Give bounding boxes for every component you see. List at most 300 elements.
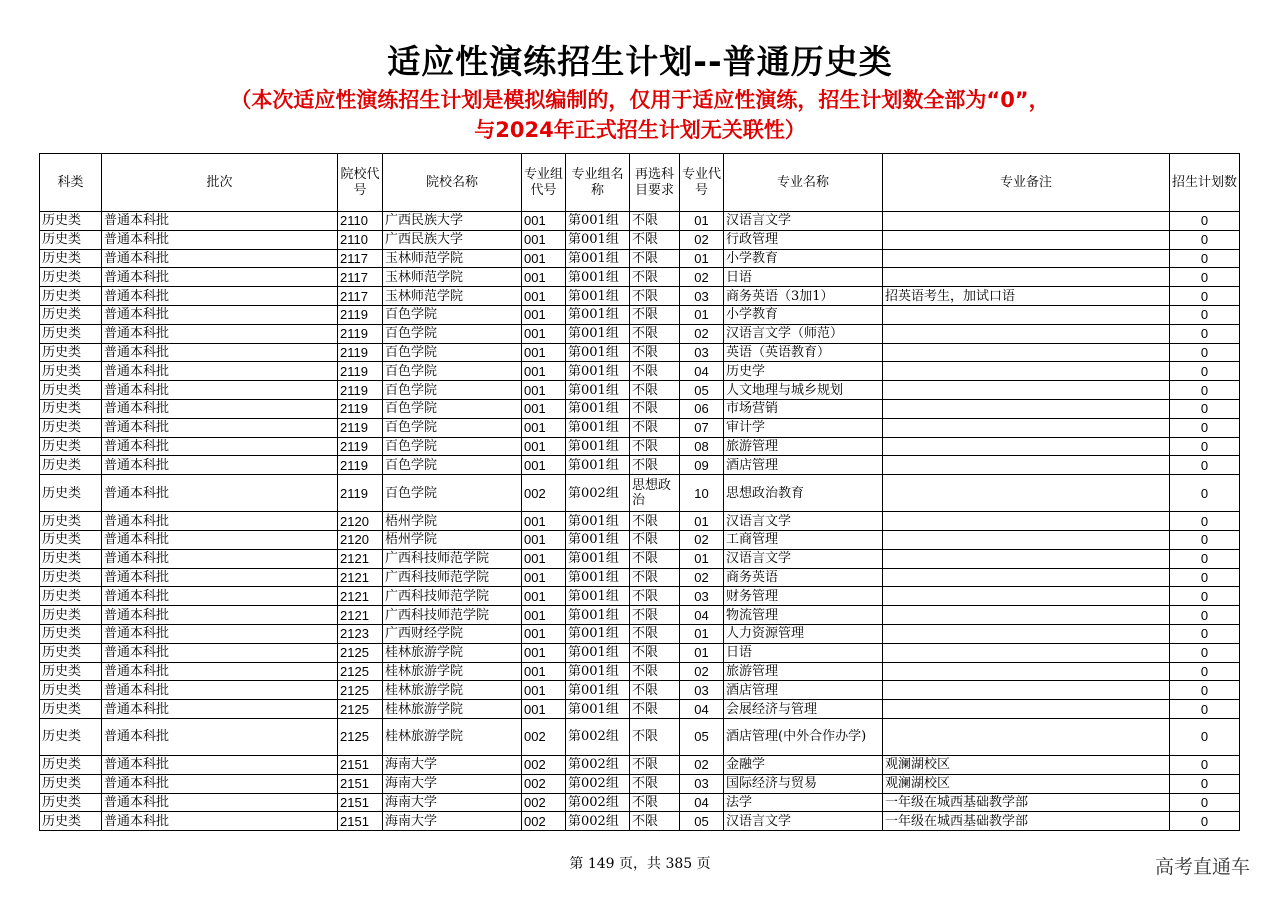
cell-group-name: 第002组 bbox=[566, 475, 630, 512]
cell-plan-count: 0 bbox=[1170, 287, 1240, 306]
cell-school-code: 2119 bbox=[338, 456, 383, 475]
cell-major-name: 小学教育 bbox=[724, 249, 883, 268]
cell-subject: 历史类 bbox=[40, 418, 102, 437]
cell-group-code: 001 bbox=[522, 399, 566, 418]
cell-school-name: 玉林师范学院 bbox=[383, 287, 522, 306]
cell-major-name: 酒店管理 bbox=[724, 456, 883, 475]
cell-subject-requirement: 不限 bbox=[630, 399, 680, 418]
cell-group-code: 001 bbox=[522, 418, 566, 437]
cell-major-name: 汉语言文学 bbox=[724, 812, 883, 831]
cell-group-name: 第001组 bbox=[566, 381, 630, 400]
cell-school-code: 2123 bbox=[338, 624, 383, 643]
cell-group-name: 第002组 bbox=[566, 774, 630, 793]
cell-group-name: 第001组 bbox=[566, 418, 630, 437]
cell-batch: 普通本科批 bbox=[102, 268, 338, 287]
header-major-code: 专业代号 bbox=[680, 154, 724, 212]
cell-subject-requirement: 不限 bbox=[630, 362, 680, 381]
cell-school-name: 桂林旅游学院 bbox=[383, 662, 522, 681]
cell-group-code: 002 bbox=[522, 774, 566, 793]
cell-batch: 普通本科批 bbox=[102, 456, 338, 475]
table-row bbox=[40, 324, 1240, 343]
cell-group-code: 001 bbox=[522, 587, 566, 606]
cell-major-name: 人力资源管理 bbox=[724, 624, 883, 643]
cell-plan-count: 0 bbox=[1170, 662, 1240, 681]
cell-major-code: 03 bbox=[680, 587, 724, 606]
cell-subject: 历史类 bbox=[40, 324, 102, 343]
cell-subject: 历史类 bbox=[40, 774, 102, 793]
cell-school-code: 2125 bbox=[338, 643, 383, 662]
cell-subject-requirement: 不限 bbox=[630, 774, 680, 793]
cell-group-name: 第001组 bbox=[566, 343, 630, 362]
cell-batch: 普通本科批 bbox=[102, 475, 338, 512]
cell-subject: 历史类 bbox=[40, 268, 102, 287]
cell-major-name: 日语 bbox=[724, 643, 883, 662]
header-batch: 批次 bbox=[102, 154, 338, 212]
table-row bbox=[40, 681, 1240, 700]
cell-batch: 普通本科批 bbox=[102, 700, 338, 719]
cell-major-note bbox=[883, 230, 1170, 249]
cell-subject: 历史类 bbox=[40, 362, 102, 381]
table-row bbox=[40, 475, 1240, 512]
cell-group-name: 第001组 bbox=[566, 305, 630, 324]
cell-subject: 历史类 bbox=[40, 305, 102, 324]
cell-subject: 历史类 bbox=[40, 230, 102, 249]
cell-group-code: 001 bbox=[522, 568, 566, 587]
cell-school-name: 百色学院 bbox=[383, 475, 522, 512]
cell-subject-requirement: 不限 bbox=[630, 624, 680, 643]
cell-major-code: 10 bbox=[680, 475, 724, 512]
cell-subject: 历史类 bbox=[40, 606, 102, 625]
cell-school-name: 百色学院 bbox=[383, 418, 522, 437]
cell-major-code: 01 bbox=[680, 305, 724, 324]
cell-group-code: 001 bbox=[522, 606, 566, 625]
cell-plan-count: 0 bbox=[1170, 456, 1240, 475]
table-row bbox=[40, 624, 1240, 643]
cell-major-code: 02 bbox=[680, 530, 724, 549]
cell-school-code: 2121 bbox=[338, 568, 383, 587]
cell-major-name: 工商管理 bbox=[724, 530, 883, 549]
cell-batch: 普通本科批 bbox=[102, 437, 338, 456]
cell-subject: 历史类 bbox=[40, 437, 102, 456]
cell-batch: 普通本科批 bbox=[102, 324, 338, 343]
cell-school-code: 2119 bbox=[338, 305, 383, 324]
header-subject-requirement: 再选科目要求 bbox=[630, 154, 680, 212]
cell-major-note bbox=[883, 549, 1170, 568]
cell-school-code: 2110 bbox=[338, 212, 383, 231]
cell-plan-count: 0 bbox=[1170, 549, 1240, 568]
table-row bbox=[40, 249, 1240, 268]
cell-major-name: 国际经济与贸易 bbox=[724, 774, 883, 793]
cell-major-name: 法学 bbox=[724, 793, 883, 812]
cell-major-name: 商务英语 bbox=[724, 568, 883, 587]
cell-school-code: 2125 bbox=[338, 662, 383, 681]
cell-major-name: 思想政治教育 bbox=[724, 475, 883, 512]
cell-major-code: 01 bbox=[680, 624, 724, 643]
cell-major-note bbox=[883, 362, 1170, 381]
cell-major-code: 02 bbox=[680, 755, 724, 774]
cell-major-name: 财务管理 bbox=[724, 587, 883, 606]
cell-group-name: 第001组 bbox=[566, 624, 630, 643]
cell-group-code: 001 bbox=[522, 624, 566, 643]
cell-major-name: 酒店管理(中外合作办学) bbox=[724, 718, 883, 755]
cell-subject-requirement: 不限 bbox=[630, 512, 680, 531]
cell-school-name: 广西科技师范学院 bbox=[383, 587, 522, 606]
cell-group-code: 002 bbox=[522, 812, 566, 831]
cell-group-name: 第001组 bbox=[566, 549, 630, 568]
cell-major-note bbox=[883, 437, 1170, 456]
cell-plan-count: 0 bbox=[1170, 606, 1240, 625]
cell-plan-count: 0 bbox=[1170, 643, 1240, 662]
cell-subject: 历史类 bbox=[40, 475, 102, 512]
cell-plan-count: 0 bbox=[1170, 324, 1240, 343]
cell-major-note bbox=[883, 530, 1170, 549]
cell-major-note bbox=[883, 662, 1170, 681]
cell-major-code: 02 bbox=[680, 568, 724, 587]
cell-school-code: 2125 bbox=[338, 700, 383, 719]
cell-subject-requirement: 不限 bbox=[630, 212, 680, 231]
cell-major-note bbox=[883, 718, 1170, 755]
admission-plan-table bbox=[39, 153, 1240, 831]
cell-major-note bbox=[883, 305, 1170, 324]
cell-school-name: 桂林旅游学院 bbox=[383, 700, 522, 719]
cell-school-code: 2119 bbox=[338, 437, 383, 456]
cell-school-code: 2125 bbox=[338, 718, 383, 755]
cell-subject: 历史类 bbox=[40, 399, 102, 418]
cell-school-name: 百色学院 bbox=[383, 399, 522, 418]
cell-school-code: 2119 bbox=[338, 475, 383, 512]
header-major-note: 专业备注 bbox=[883, 154, 1170, 212]
cell-group-name: 第001组 bbox=[566, 437, 630, 456]
cell-plan-count: 0 bbox=[1170, 268, 1240, 287]
cell-subject-requirement: 不限 bbox=[630, 793, 680, 812]
cell-school-name: 广西科技师范学院 bbox=[383, 606, 522, 625]
cell-plan-count: 0 bbox=[1170, 249, 1240, 268]
cell-subject: 历史类 bbox=[40, 624, 102, 643]
cell-group-code: 001 bbox=[522, 362, 566, 381]
cell-major-code: 09 bbox=[680, 456, 724, 475]
page-number: 第 149 页，共 385 页 bbox=[569, 856, 711, 872]
cell-batch: 普通本科批 bbox=[102, 812, 338, 831]
header-subject: 科类 bbox=[40, 154, 102, 212]
cell-major-note bbox=[883, 399, 1170, 418]
cell-major-note bbox=[883, 475, 1170, 512]
cell-plan-count: 0 bbox=[1170, 568, 1240, 587]
table-header-row bbox=[40, 154, 1240, 212]
cell-batch: 普通本科批 bbox=[102, 530, 338, 549]
cell-batch: 普通本科批 bbox=[102, 587, 338, 606]
cell-subject: 历史类 bbox=[40, 700, 102, 719]
cell-major-code: 05 bbox=[680, 812, 724, 831]
cell-plan-count: 0 bbox=[1170, 512, 1240, 531]
cell-school-name: 海南大学 bbox=[383, 774, 522, 793]
cell-major-name: 汉语言文学（师范） bbox=[724, 324, 883, 343]
cell-subject-requirement: 不限 bbox=[630, 437, 680, 456]
cell-subject: 历史类 bbox=[40, 343, 102, 362]
cell-group-code: 001 bbox=[522, 512, 566, 531]
cell-plan-count: 0 bbox=[1170, 812, 1240, 831]
cell-major-name: 日语 bbox=[724, 268, 883, 287]
cell-group-name: 第001组 bbox=[566, 662, 630, 681]
cell-group-name: 第001组 bbox=[566, 456, 630, 475]
cell-plan-count: 0 bbox=[1170, 700, 1240, 719]
cell-school-name: 桂林旅游学院 bbox=[383, 643, 522, 662]
cell-subject-requirement: 不限 bbox=[630, 587, 680, 606]
cell-school-code: 2117 bbox=[338, 249, 383, 268]
cell-major-code: 04 bbox=[680, 700, 724, 719]
cell-batch: 普通本科批 bbox=[102, 662, 338, 681]
cell-batch: 普通本科批 bbox=[102, 212, 338, 231]
header-group-name: 专业组名称 bbox=[566, 154, 630, 212]
cell-major-name: 英语（英语教育） bbox=[724, 343, 883, 362]
cell-group-code: 001 bbox=[522, 700, 566, 719]
table-row bbox=[40, 643, 1240, 662]
cell-major-note bbox=[883, 249, 1170, 268]
cell-group-name: 第001组 bbox=[566, 530, 630, 549]
cell-school-name: 百色学院 bbox=[383, 437, 522, 456]
cell-batch: 普通本科批 bbox=[102, 381, 338, 400]
cell-major-name: 汉语言文学 bbox=[724, 212, 883, 231]
cell-major-note bbox=[883, 643, 1170, 662]
cell-major-note: 招英语考生，加试口语 bbox=[883, 287, 1170, 306]
cell-subject-requirement: 不限 bbox=[630, 249, 680, 268]
cell-plan-count: 0 bbox=[1170, 624, 1240, 643]
cell-major-note bbox=[883, 456, 1170, 475]
table-row bbox=[40, 305, 1240, 324]
cell-plan-count: 0 bbox=[1170, 437, 1240, 456]
cell-batch: 普通本科批 bbox=[102, 755, 338, 774]
cell-group-code: 001 bbox=[522, 268, 566, 287]
cell-subject-requirement: 不限 bbox=[630, 700, 680, 719]
cell-major-code: 04 bbox=[680, 793, 724, 812]
table-row bbox=[40, 606, 1240, 625]
cell-major-name: 行政管理 bbox=[724, 230, 883, 249]
cell-group-code: 001 bbox=[522, 343, 566, 362]
cell-school-code: 2117 bbox=[338, 287, 383, 306]
cell-group-name: 第001组 bbox=[566, 681, 630, 700]
cell-plan-count: 0 bbox=[1170, 362, 1240, 381]
cell-group-name: 第002组 bbox=[566, 793, 630, 812]
cell-group-name: 第001组 bbox=[566, 700, 630, 719]
cell-subject: 历史类 bbox=[40, 549, 102, 568]
cell-school-name: 梧州学院 bbox=[383, 512, 522, 531]
cell-major-note bbox=[883, 624, 1170, 643]
cell-subject-requirement: 不限 bbox=[630, 230, 680, 249]
header-group-code: 专业组代号 bbox=[522, 154, 566, 212]
cell-subject: 历史类 bbox=[40, 212, 102, 231]
cell-batch: 普通本科批 bbox=[102, 362, 338, 381]
cell-group-code: 002 bbox=[522, 793, 566, 812]
cell-major-code: 03 bbox=[680, 774, 724, 793]
cell-group-name: 第001组 bbox=[566, 399, 630, 418]
table-row bbox=[40, 268, 1240, 287]
cell-subject: 历史类 bbox=[40, 249, 102, 268]
cell-subject-requirement: 不限 bbox=[630, 606, 680, 625]
cell-group-name: 第001组 bbox=[566, 606, 630, 625]
cell-major-code: 06 bbox=[680, 399, 724, 418]
cell-plan-count: 0 bbox=[1170, 418, 1240, 437]
cell-plan-count: 0 bbox=[1170, 681, 1240, 700]
cell-group-code: 001 bbox=[522, 212, 566, 231]
table-row bbox=[40, 530, 1240, 549]
cell-group-code: 002 bbox=[522, 755, 566, 774]
cell-major-note bbox=[883, 681, 1170, 700]
table-row bbox=[40, 343, 1240, 362]
cell-major-note bbox=[883, 606, 1170, 625]
cell-group-code: 001 bbox=[522, 530, 566, 549]
cell-major-name: 历史学 bbox=[724, 362, 883, 381]
table-row bbox=[40, 399, 1240, 418]
table-row bbox=[40, 774, 1240, 793]
cell-school-name: 广西民族大学 bbox=[383, 230, 522, 249]
cell-major-code: 05 bbox=[680, 718, 724, 755]
cell-batch: 普通本科批 bbox=[102, 624, 338, 643]
cell-major-name: 汉语言文学 bbox=[724, 549, 883, 568]
cell-school-code: 2151 bbox=[338, 774, 383, 793]
cell-subject-requirement: 思想政治 bbox=[630, 475, 680, 512]
cell-subject-requirement: 不限 bbox=[630, 268, 680, 287]
cell-group-code: 001 bbox=[522, 549, 566, 568]
cell-batch: 普通本科批 bbox=[102, 606, 338, 625]
cell-subject: 历史类 bbox=[40, 512, 102, 531]
cell-major-note bbox=[883, 324, 1170, 343]
cell-school-code: 2119 bbox=[338, 399, 383, 418]
cell-group-code: 002 bbox=[522, 718, 566, 755]
cell-major-note bbox=[883, 268, 1170, 287]
cell-school-name: 梧州学院 bbox=[383, 530, 522, 549]
cell-major-code: 01 bbox=[680, 643, 724, 662]
cell-school-name: 百色学院 bbox=[383, 456, 522, 475]
cell-subject: 历史类 bbox=[40, 381, 102, 400]
cell-major-code: 04 bbox=[680, 362, 724, 381]
cell-school-code: 2151 bbox=[338, 755, 383, 774]
cell-subject: 历史类 bbox=[40, 681, 102, 700]
cell-batch: 普通本科批 bbox=[102, 305, 338, 324]
table-row bbox=[40, 512, 1240, 531]
cell-major-name: 物流管理 bbox=[724, 606, 883, 625]
cell-plan-count: 0 bbox=[1170, 587, 1240, 606]
cell-batch: 普通本科批 bbox=[102, 774, 338, 793]
cell-subject-requirement: 不限 bbox=[630, 305, 680, 324]
cell-group-name: 第001组 bbox=[566, 324, 630, 343]
cell-major-code: 03 bbox=[680, 287, 724, 306]
cell-group-code: 001 bbox=[522, 662, 566, 681]
cell-major-name: 商务英语（3加1） bbox=[724, 287, 883, 306]
cell-school-name: 玉林师范学院 bbox=[383, 249, 522, 268]
cell-major-name: 汉语言文学 bbox=[724, 512, 883, 531]
cell-group-name: 第001组 bbox=[566, 268, 630, 287]
cell-group-code: 001 bbox=[522, 305, 566, 324]
cell-school-name: 广西科技师范学院 bbox=[383, 568, 522, 587]
cell-school-code: 2117 bbox=[338, 268, 383, 287]
cell-subject: 历史类 bbox=[40, 456, 102, 475]
cell-major-note bbox=[883, 700, 1170, 719]
cell-batch: 普通本科批 bbox=[102, 287, 338, 306]
brand-watermark: 高考直通车 bbox=[1154, 856, 1250, 878]
cell-major-code: 01 bbox=[680, 212, 724, 231]
cell-batch: 普通本科批 bbox=[102, 793, 338, 812]
table-row bbox=[40, 437, 1240, 456]
cell-school-name: 百色学院 bbox=[383, 305, 522, 324]
cell-school-name: 海南大学 bbox=[383, 812, 522, 831]
cell-school-name: 百色学院 bbox=[383, 362, 522, 381]
cell-major-code: 02 bbox=[680, 324, 724, 343]
cell-school-code: 2119 bbox=[338, 418, 383, 437]
table-row bbox=[40, 456, 1240, 475]
cell-plan-count: 0 bbox=[1170, 305, 1240, 324]
cell-plan-count: 0 bbox=[1170, 475, 1240, 512]
cell-subject: 历史类 bbox=[40, 643, 102, 662]
table-row bbox=[40, 755, 1240, 774]
cell-group-name: 第002组 bbox=[566, 755, 630, 774]
cell-major-name: 审计学 bbox=[724, 418, 883, 437]
cell-subject-requirement: 不限 bbox=[630, 755, 680, 774]
cell-subject-requirement: 不限 bbox=[630, 812, 680, 831]
cell-subject-requirement: 不限 bbox=[630, 568, 680, 587]
cell-subject: 历史类 bbox=[40, 568, 102, 587]
cell-school-name: 海南大学 bbox=[383, 793, 522, 812]
table-row bbox=[40, 662, 1240, 681]
cell-batch: 普通本科批 bbox=[102, 643, 338, 662]
cell-major-code: 03 bbox=[680, 343, 724, 362]
table-row bbox=[40, 362, 1240, 381]
table-row bbox=[40, 212, 1240, 231]
cell-batch: 普通本科批 bbox=[102, 399, 338, 418]
table-row bbox=[40, 700, 1240, 719]
cell-batch: 普通本科批 bbox=[102, 512, 338, 531]
cell-subject: 历史类 bbox=[40, 755, 102, 774]
cell-school-name: 海南大学 bbox=[383, 755, 522, 774]
cell-major-note bbox=[883, 343, 1170, 362]
cell-batch: 普通本科批 bbox=[102, 568, 338, 587]
cell-subject-requirement: 不限 bbox=[630, 681, 680, 700]
cell-major-note bbox=[883, 418, 1170, 437]
cell-school-code: 2119 bbox=[338, 343, 383, 362]
cell-plan-count: 0 bbox=[1170, 530, 1240, 549]
cell-subject-requirement: 不限 bbox=[630, 287, 680, 306]
cell-major-name: 酒店管理 bbox=[724, 681, 883, 700]
table-row bbox=[40, 287, 1240, 306]
cell-group-name: 第001组 bbox=[566, 587, 630, 606]
cell-school-name: 广西财经学院 bbox=[383, 624, 522, 643]
cell-school-code: 2151 bbox=[338, 793, 383, 812]
cell-major-code: 08 bbox=[680, 437, 724, 456]
cell-major-code: 01 bbox=[680, 512, 724, 531]
cell-group-code: 001 bbox=[522, 381, 566, 400]
cell-subject-requirement: 不限 bbox=[630, 530, 680, 549]
cell-batch: 普通本科批 bbox=[102, 718, 338, 755]
cell-major-note bbox=[883, 512, 1170, 531]
cell-group-code: 001 bbox=[522, 249, 566, 268]
cell-plan-count: 0 bbox=[1170, 343, 1240, 362]
table-row bbox=[40, 812, 1240, 831]
table-row bbox=[40, 381, 1240, 400]
cell-group-name: 第001组 bbox=[566, 362, 630, 381]
cell-subject: 历史类 bbox=[40, 812, 102, 831]
cell-major-code: 01 bbox=[680, 249, 724, 268]
cell-subject-requirement: 不限 bbox=[630, 381, 680, 400]
cell-major-code: 01 bbox=[680, 549, 724, 568]
cell-major-code: 03 bbox=[680, 681, 724, 700]
cell-major-note: 观澜湖校区 bbox=[883, 755, 1170, 774]
cell-major-name: 市场营销 bbox=[724, 399, 883, 418]
cell-school-code: 2151 bbox=[338, 812, 383, 831]
cell-group-code: 001 bbox=[522, 324, 566, 343]
cell-school-code: 2119 bbox=[338, 324, 383, 343]
cell-major-name: 金融学 bbox=[724, 755, 883, 774]
cell-batch: 普通本科批 bbox=[102, 418, 338, 437]
cell-plan-count: 0 bbox=[1170, 755, 1240, 774]
cell-group-name: 第001组 bbox=[566, 287, 630, 306]
